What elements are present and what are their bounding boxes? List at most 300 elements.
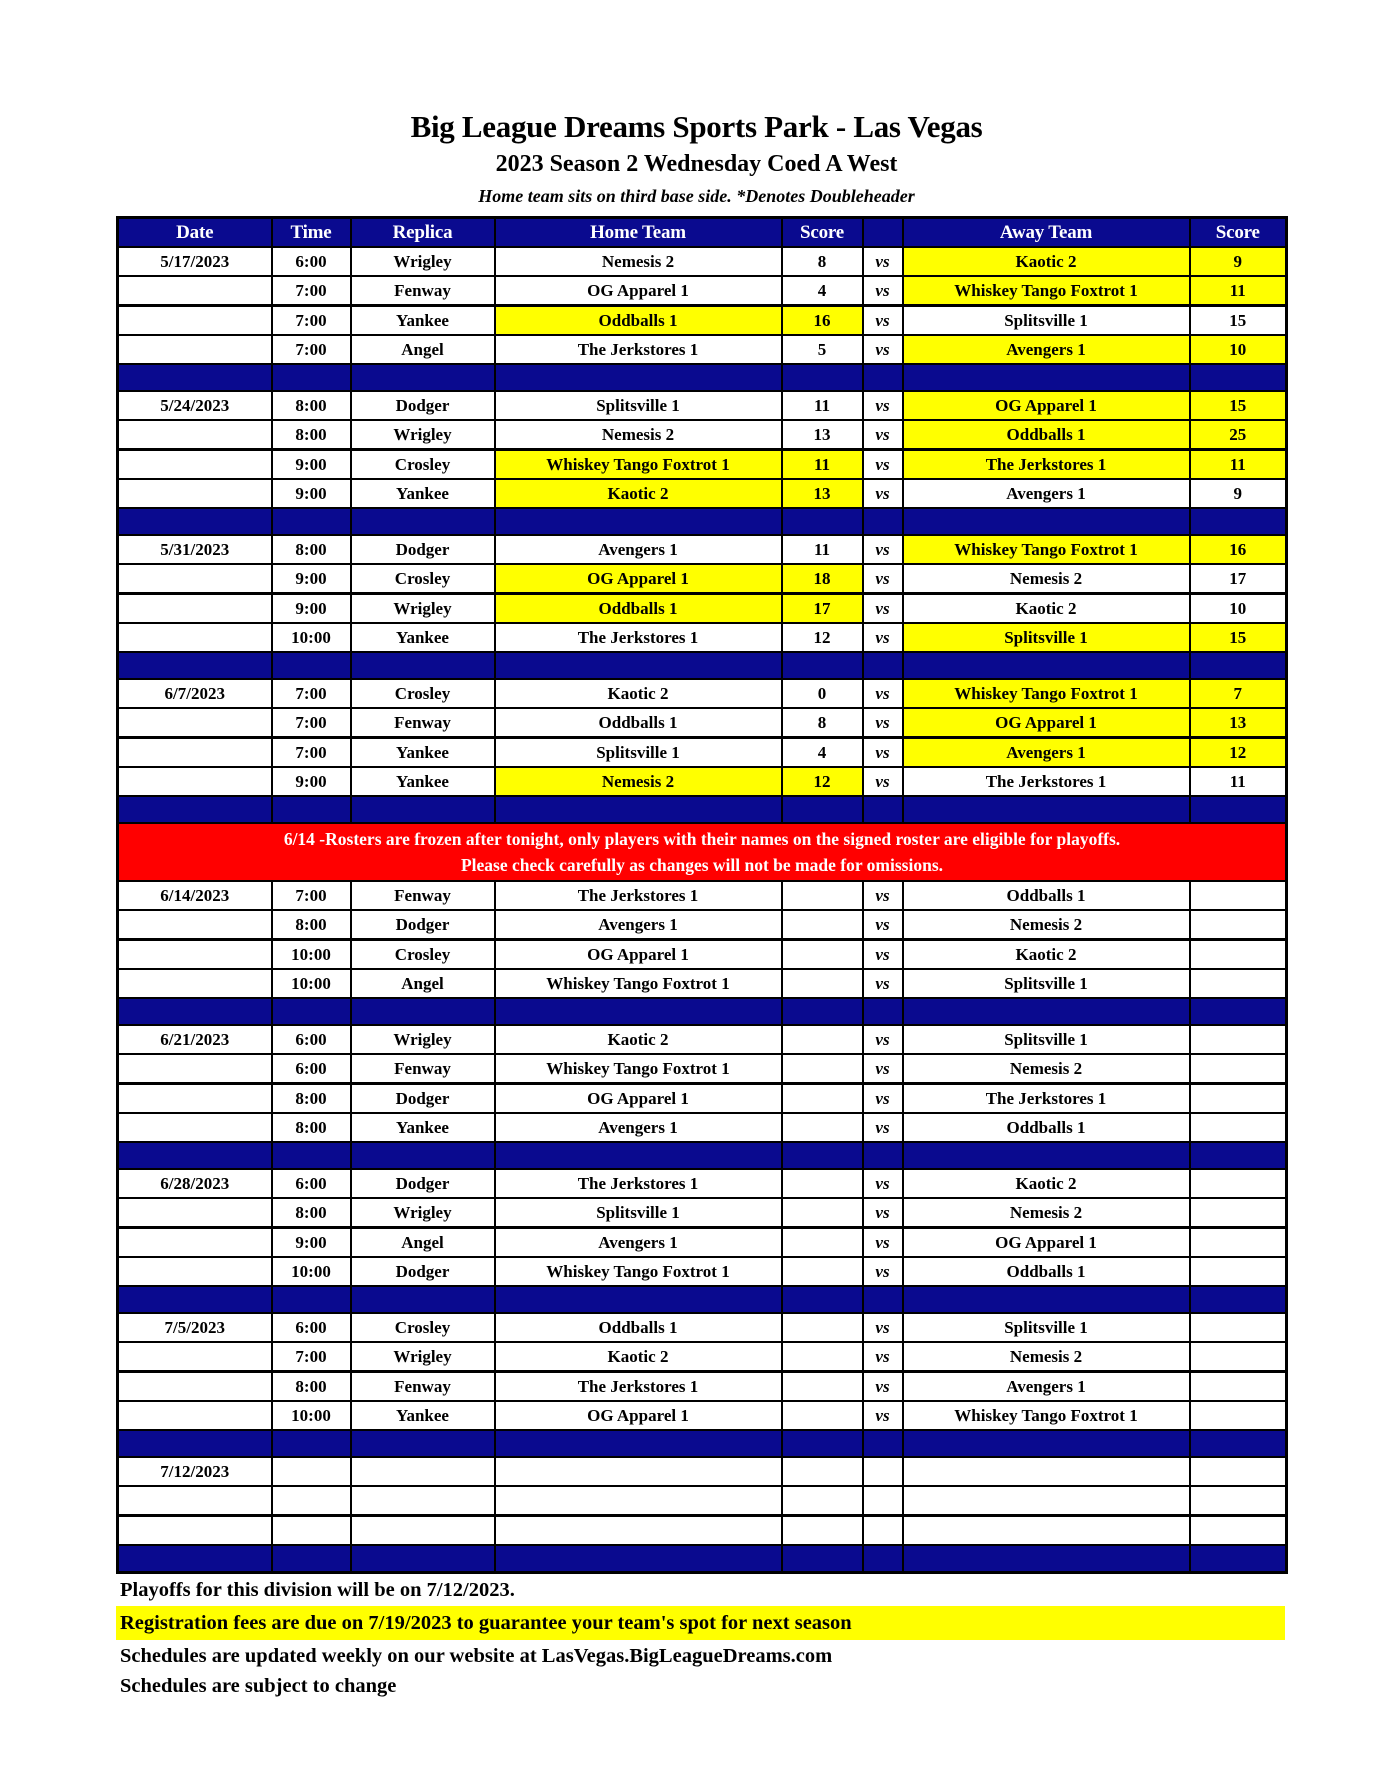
away-score-cell: 15: [1190, 623, 1287, 652]
away-team-cell: Kaotic 2: [903, 940, 1190, 970]
home-team-cell: OG Apparel 1: [495, 1084, 782, 1114]
home-team-cell: Nemesis 2: [495, 767, 782, 796]
spacer-cell: [118, 1545, 272, 1573]
away-team-cell: [903, 1457, 1190, 1486]
replica-cell: Fenway: [351, 276, 495, 306]
away-score-cell: 16: [1190, 535, 1287, 564]
spacer-cell: [272, 796, 351, 823]
spacer-cell: [495, 998, 782, 1025]
spacer-cell: [495, 652, 782, 679]
away-team-cell: The Jerkstores 1: [903, 767, 1190, 796]
game-row: [118, 1342, 1287, 1372]
vs-label: vs: [863, 1372, 903, 1402]
away-team-cell: Oddballs 1: [903, 420, 1190, 450]
replica-cell: Dodger: [351, 1257, 495, 1286]
away-team-cell: Avengers 1: [903, 479, 1190, 508]
time-cell: 7:00: [272, 1342, 351, 1372]
date-cell: [118, 1342, 272, 1372]
vs-label: vs: [863, 940, 903, 970]
vs-label: vs: [863, 450, 903, 480]
home-team-cell: Kaotic 2: [495, 679, 782, 708]
game-row: [118, 1025, 1287, 1054]
home-team-cell: Nemesis 2: [495, 247, 782, 276]
away-score-cell: [1190, 1342, 1287, 1372]
spacer-cell: [903, 1430, 1190, 1457]
replica-cell: Crosley: [351, 679, 495, 708]
home-score-cell: [782, 1401, 863, 1430]
home-team-cell: Oddballs 1: [495, 1313, 782, 1342]
away-team-cell: Kaotic 2: [903, 594, 1190, 624]
vs-label: vs: [863, 276, 903, 306]
spacer-cell: [272, 998, 351, 1025]
replica-cell: [351, 1516, 495, 1546]
date-cell: [118, 594, 272, 624]
vs-label: vs: [863, 969, 903, 998]
time-cell: 6:00: [272, 247, 351, 276]
vs-label: vs: [863, 1401, 903, 1430]
spacer-cell: [863, 364, 903, 391]
spacer-cell: [272, 1286, 351, 1313]
date-cell: 6/21/2023: [118, 1025, 272, 1054]
replica-cell: Angel: [351, 1228, 495, 1258]
time-cell: 10:00: [272, 940, 351, 970]
game-row: [118, 1516, 1287, 1546]
column-header-home-team: Home Team: [495, 218, 782, 248]
away-team-cell: Oddballs 1: [903, 881, 1190, 910]
away-score-cell: [1190, 910, 1287, 940]
home-team-cell: The Jerkstores 1: [495, 335, 782, 364]
home-team-cell: OG Apparel 1: [495, 1401, 782, 1430]
vs-label: vs: [863, 1025, 903, 1054]
game-row: [118, 1228, 1287, 1258]
spacer-cell: [1190, 998, 1287, 1025]
home-team-cell: Splitsville 1: [495, 391, 782, 420]
game-row: [118, 450, 1287, 480]
game-row: [118, 708, 1287, 738]
replica-cell: [351, 1486, 495, 1516]
spacer-cell: [118, 1286, 272, 1313]
home-team-cell: The Jerkstores 1: [495, 623, 782, 652]
vs-label: vs: [863, 247, 903, 276]
away-team-cell: Avengers 1: [903, 335, 1190, 364]
home-team-cell: Whiskey Tango Foxtrot 1: [495, 1054, 782, 1084]
home-team-cell: Avengers 1: [495, 910, 782, 940]
time-cell: 8:00: [272, 910, 351, 940]
vs-label: vs: [863, 1113, 903, 1142]
home-score-cell: [782, 1228, 863, 1258]
home-score-cell: [782, 1113, 863, 1142]
replica-cell: Wrigley: [351, 594, 495, 624]
game-row: [118, 420, 1287, 450]
spacer-cell: [782, 1286, 863, 1313]
home-team-cell: Whiskey Tango Foxtrot 1: [495, 969, 782, 998]
spacer-cell: [1190, 1142, 1287, 1169]
replica-cell: Dodger: [351, 910, 495, 940]
notice-line: Please check carefully as changes will not be made for omissions.: [460, 855, 944, 875]
time-cell: 7:00: [272, 679, 351, 708]
away-team-cell: OG Apparel 1: [903, 708, 1190, 738]
game-row: [118, 594, 1287, 624]
time-cell: 8:00: [272, 535, 351, 564]
away-score-cell: [1190, 969, 1287, 998]
date-cell: [118, 306, 272, 336]
home-team-cell: Oddballs 1: [495, 306, 782, 336]
away-score-cell: [1190, 1113, 1287, 1142]
home-score-cell: 11: [782, 450, 863, 480]
table-header-row: [118, 218, 1287, 248]
away-team-cell: The Jerkstores 1: [903, 450, 1190, 480]
document-footer: [116, 1574, 1285, 1700]
page-title: Big League Dreams Sports Park - Las Vegas: [410, 109, 983, 144]
playoffs-note: Playoffs for this division will be on 7/12/2023.: [120, 1579, 515, 1601]
time-cell: 10:00: [272, 623, 351, 652]
home-score-cell: 4: [782, 738, 863, 768]
spacer-cell: [1190, 1545, 1287, 1573]
game-row: [118, 1054, 1287, 1084]
game-row: [118, 1401, 1287, 1430]
date-cell: [118, 276, 272, 306]
away-score-cell: [1190, 1198, 1287, 1228]
game-row: [118, 535, 1287, 564]
time-cell: 9:00: [272, 564, 351, 594]
vs-label: vs: [863, 1169, 903, 1198]
spacer-cell: [351, 652, 495, 679]
date-cell: [118, 767, 272, 796]
game-row: [118, 1372, 1287, 1402]
roster-freeze-notice: [118, 823, 1287, 881]
date-cell: 7/5/2023: [118, 1313, 272, 1342]
game-row: [118, 479, 1287, 508]
home-score-cell: [782, 1169, 863, 1198]
spacer-cell: [495, 1142, 782, 1169]
date-cell: 6/28/2023: [118, 1169, 272, 1198]
home-score-cell: [782, 1257, 863, 1286]
spacer-cell: [351, 796, 495, 823]
column-header-vs: [863, 218, 903, 248]
game-row: [118, 767, 1287, 796]
game-row: [118, 738, 1287, 768]
home-team-cell: Avengers 1: [495, 1113, 782, 1142]
home-team-cell: Whiskey Tango Foxtrot 1: [495, 1257, 782, 1286]
spacer-cell: [118, 998, 272, 1025]
game-row: [118, 1169, 1287, 1198]
home-team-cell: OG Apparel 1: [495, 564, 782, 594]
spacer-cell: [351, 1286, 495, 1313]
spacer-cell: [495, 364, 782, 391]
date-cell: [118, 1198, 272, 1228]
vs-label: vs: [863, 1198, 903, 1228]
time-cell: 8:00: [272, 1113, 351, 1142]
time-cell: 8:00: [272, 391, 351, 420]
time-cell: [272, 1516, 351, 1546]
website-note: Schedules are updated weekly on our website at LasVegas.BigLeagueDreams.com: [120, 1645, 833, 1667]
home-team-cell: [495, 1457, 782, 1486]
replica-cell: Fenway: [351, 1054, 495, 1084]
home-team-cell: Splitsville 1: [495, 738, 782, 768]
home-team-cell: Avengers 1: [495, 1228, 782, 1258]
date-cell: [118, 1054, 272, 1084]
away-score-cell: 12: [1190, 738, 1287, 768]
time-cell: 8:00: [272, 1084, 351, 1114]
game-row: [118, 1084, 1287, 1114]
vs-label: [863, 1516, 903, 1546]
replica-cell: Fenway: [351, 708, 495, 738]
home-score-cell: [782, 910, 863, 940]
home-score-cell: 12: [782, 767, 863, 796]
column-header-away-score: Score: [1190, 218, 1287, 248]
home-score-cell: 4: [782, 276, 863, 306]
spacer-cell: [351, 508, 495, 535]
spacer-cell: [118, 508, 272, 535]
spacer-cell: [495, 1286, 782, 1313]
spacer-cell: [272, 1430, 351, 1457]
column-header-replica: Replica: [351, 218, 495, 248]
spacer-row: [118, 1430, 1287, 1457]
away-score-cell: [1190, 1313, 1287, 1342]
away-score-cell: [1190, 1025, 1287, 1054]
away-score-cell: [1190, 940, 1287, 970]
game-row: [118, 1313, 1287, 1342]
away-score-cell: 9: [1190, 247, 1287, 276]
home-score-cell: [782, 1313, 863, 1342]
date-cell: [118, 1257, 272, 1286]
spacer-cell: [782, 998, 863, 1025]
away-team-cell: OG Apparel 1: [903, 391, 1190, 420]
away-team-cell: Whiskey Tango Foxtrot 1: [903, 679, 1190, 708]
home-team-cell: OG Apparel 1: [495, 276, 782, 306]
home-score-cell: 13: [782, 420, 863, 450]
spacer-cell: [782, 1545, 863, 1573]
column-header-away-team: Away Team: [903, 218, 1190, 248]
away-score-cell: 11: [1190, 276, 1287, 306]
spacer-cell: [272, 508, 351, 535]
schedule-table: [116, 216, 1288, 1574]
home-team-cell: [495, 1486, 782, 1516]
away-team-cell: Splitsville 1: [903, 1025, 1190, 1054]
spacer-cell: [903, 364, 1190, 391]
registration-fees-note: Registration fees are due on 7/19/2023 to guarantee your team's spot for next season: [116, 1606, 1285, 1640]
time-cell: 7:00: [272, 881, 351, 910]
vs-label: vs: [863, 564, 903, 594]
time-cell: 9:00: [272, 767, 351, 796]
spacer-cell: [782, 652, 863, 679]
home-score-cell: [782, 1516, 863, 1546]
away-team-cell: Splitsville 1: [903, 1313, 1190, 1342]
spacer-cell: [863, 998, 903, 1025]
game-row: [118, 1113, 1287, 1142]
subject-to-change-note: Schedules are subject to change: [120, 1675, 397, 1697]
away-team-cell: Whiskey Tango Foxtrot 1: [903, 1401, 1190, 1430]
date-cell: [118, 708, 272, 738]
away-team-cell: Nemesis 2: [903, 910, 1190, 940]
date-cell: [118, 1228, 272, 1258]
home-score-cell: 18: [782, 564, 863, 594]
away-team-cell: Splitsville 1: [903, 969, 1190, 998]
spacer-cell: [351, 364, 495, 391]
away-score-cell: 11: [1190, 767, 1287, 796]
home-score-cell: 17: [782, 594, 863, 624]
spacer-cell: [495, 1545, 782, 1573]
vs-label: vs: [863, 1313, 903, 1342]
spacer-cell: [1190, 508, 1287, 535]
home-score-cell: [782, 1372, 863, 1402]
spacer-cell: [351, 998, 495, 1025]
replica-cell: Dodger: [351, 1169, 495, 1198]
spacer-row: [118, 1142, 1287, 1169]
date-cell: 5/17/2023: [118, 247, 272, 276]
spacer-cell: [863, 1430, 903, 1457]
date-cell: [118, 1084, 272, 1114]
spacer-cell: [272, 364, 351, 391]
game-row: [118, 623, 1287, 652]
game-row: [118, 679, 1287, 708]
column-header-home-score: Score: [782, 218, 863, 248]
time-cell: 7:00: [272, 738, 351, 768]
game-row: [118, 969, 1287, 998]
document-header: [112, 110, 1281, 206]
date-cell: 6/7/2023: [118, 679, 272, 708]
date-cell: [118, 940, 272, 970]
game-row: [118, 247, 1287, 276]
replica-cell: Wrigley: [351, 420, 495, 450]
replica-cell: Yankee: [351, 1401, 495, 1430]
home-team-cell: The Jerkstores 1: [495, 1372, 782, 1402]
away-team-cell: Avengers 1: [903, 738, 1190, 768]
home-score-cell: 5: [782, 335, 863, 364]
spacer-cell: [118, 364, 272, 391]
game-row: [118, 910, 1287, 940]
home-team-cell: Splitsville 1: [495, 1198, 782, 1228]
spacer-cell: [351, 1142, 495, 1169]
away-team-cell: Nemesis 2: [903, 1342, 1190, 1372]
home-team-cell: Kaotic 2: [495, 479, 782, 508]
time-cell: [272, 1457, 351, 1486]
game-row: [118, 1457, 1287, 1486]
spacer-row: [118, 796, 1287, 823]
replica-cell: Fenway: [351, 1372, 495, 1402]
away-team-cell: Oddballs 1: [903, 1113, 1190, 1142]
time-cell: [272, 1486, 351, 1516]
home-team-cell: Whiskey Tango Foxtrot 1: [495, 450, 782, 480]
vs-label: vs: [863, 335, 903, 364]
spacer-cell: [495, 796, 782, 823]
time-cell: 8:00: [272, 1198, 351, 1228]
home-team-cell: Kaotic 2: [495, 1025, 782, 1054]
spacer-cell: [1190, 652, 1287, 679]
away-score-cell: 7: [1190, 679, 1287, 708]
away-team-cell: Nemesis 2: [903, 564, 1190, 594]
time-cell: 6:00: [272, 1169, 351, 1198]
away-score-cell: 10: [1190, 335, 1287, 364]
away-team-cell: Nemesis 2: [903, 1054, 1190, 1084]
away-team-cell: Avengers 1: [903, 1372, 1190, 1402]
vs-label: vs: [863, 708, 903, 738]
spacer-row: [118, 998, 1287, 1025]
replica-cell: Angel: [351, 969, 495, 998]
spacer-cell: [495, 1430, 782, 1457]
spacer-cell: [118, 1430, 272, 1457]
vs-label: vs: [863, 535, 903, 564]
game-row: [118, 276, 1287, 306]
spacer-cell: [903, 652, 1190, 679]
spacer-cell: [903, 508, 1190, 535]
home-team-cell: The Jerkstores 1: [495, 881, 782, 910]
spacer-cell: [782, 1142, 863, 1169]
replica-cell: Wrigley: [351, 1342, 495, 1372]
vs-label: [863, 1457, 903, 1486]
home-score-cell: 12: [782, 623, 863, 652]
time-cell: 9:00: [272, 1228, 351, 1258]
spacer-cell: [782, 796, 863, 823]
home-score-cell: [782, 1198, 863, 1228]
away-score-cell: [1190, 1401, 1287, 1430]
game-row: [118, 391, 1287, 420]
roster-freeze-notice-row: [118, 823, 1287, 881]
time-cell: 6:00: [272, 1313, 351, 1342]
spacer-cell: [782, 508, 863, 535]
home-score-cell: 8: [782, 708, 863, 738]
time-cell: 7:00: [272, 335, 351, 364]
vs-label: vs: [863, 594, 903, 624]
home-team-cell: Oddballs 1: [495, 594, 782, 624]
away-team-cell: Oddballs 1: [903, 1257, 1190, 1286]
away-score-cell: [1190, 1169, 1287, 1198]
spacer-cell: [903, 1545, 1190, 1573]
date-cell: [118, 479, 272, 508]
replica-cell: Fenway: [351, 881, 495, 910]
date-cell: [118, 564, 272, 594]
away-team-cell: Kaotic 2: [903, 1169, 1190, 1198]
date-cell: [118, 450, 272, 480]
home-score-cell: [782, 969, 863, 998]
replica-cell: [351, 1457, 495, 1486]
home-score-cell: 11: [782, 391, 863, 420]
spacer-cell: [903, 1286, 1190, 1313]
away-score-cell: [1190, 881, 1287, 910]
column-header-time: Time: [272, 218, 351, 248]
replica-cell: Dodger: [351, 1084, 495, 1114]
date-cell: [118, 1486, 272, 1516]
home-score-cell: 0: [782, 679, 863, 708]
vs-label: vs: [863, 1228, 903, 1258]
away-score-cell: 9: [1190, 479, 1287, 508]
spacer-cell: [903, 796, 1190, 823]
spacer-row: [118, 508, 1287, 535]
replica-cell: Angel: [351, 335, 495, 364]
game-row: [118, 881, 1287, 910]
game-row: [118, 940, 1287, 970]
replica-cell: Crosley: [351, 940, 495, 970]
home-team-note: Home team sits on third base side. *Denotes Doubleheader: [478, 186, 915, 206]
home-score-cell: [782, 1084, 863, 1114]
replica-cell: Dodger: [351, 535, 495, 564]
away-team-cell: OG Apparel 1: [903, 1228, 1190, 1258]
spacer-cell: [863, 508, 903, 535]
time-cell: 10:00: [272, 1401, 351, 1430]
vs-label: vs: [863, 679, 903, 708]
away-team-cell: Splitsville 1: [903, 306, 1190, 336]
date-cell: [118, 969, 272, 998]
away-score-cell: [1190, 1228, 1287, 1258]
game-row: [118, 306, 1287, 336]
spacer-cell: [1190, 364, 1287, 391]
replica-cell: Crosley: [351, 564, 495, 594]
date-cell: [118, 420, 272, 450]
home-score-cell: 13: [782, 479, 863, 508]
replica-cell: Yankee: [351, 306, 495, 336]
replica-cell: Dodger: [351, 391, 495, 420]
spacer-cell: [351, 1545, 495, 1573]
